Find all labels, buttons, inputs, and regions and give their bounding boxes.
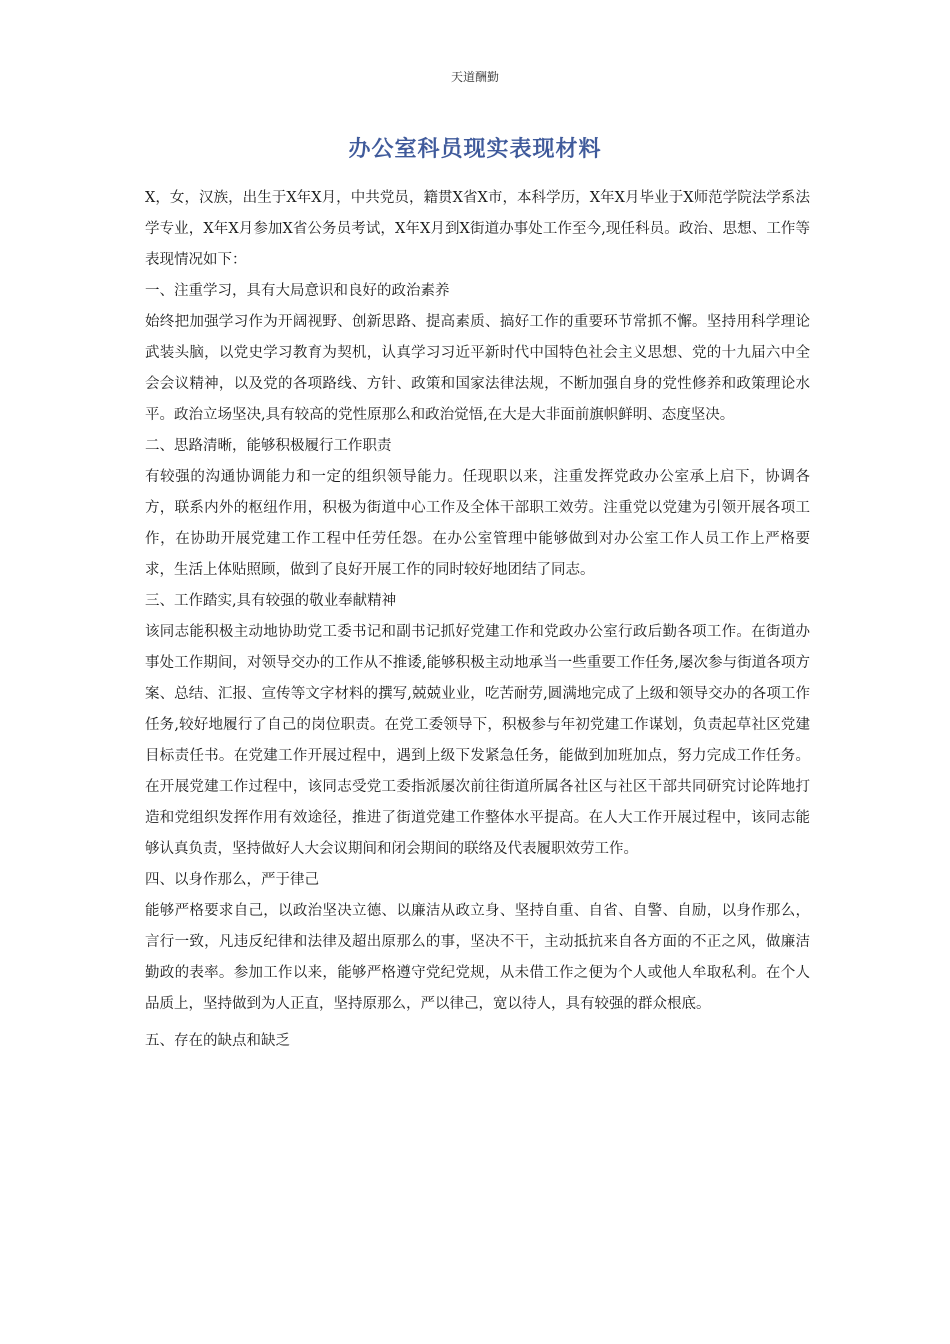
- section-paragraph: 始终把加强学习作为开阔视野、创新思路、提高素质、搞好工作的重要环节常抓不懈。坚持用科学理论武装头脑，以党史学习教育为契机，认真学习习近平新时代中国特色社会主义思想、党的十九届六中全会会议精神，以及党的各项路线、方针、政策和国家法律法规，不断加强自身的党性修养和政策理论水平。政治立场坚决,具有较高的党性原那么和政治觉悟,在大是大非面前旗帜鲜明、态度坚决。: [145, 314, 810, 423]
- section-paragraph: 能够严格要求自己，以政治坚决立德、以廉洁从政立身、坚持自重、自省、自警、自励，以身作那么，言行一致，凡违反纪律和法律及超出原那么的事，坚决不干，主动抵抗来自各方面的不正之风，做廉洁勤政的表率。参加工作以来，能够严格遵守党纪党规，从未借工作之便为个人或他人牟取私利。在个人品质上，坚持做到为人正直，坚持原那么，严以律己，宽以待人，具有较强的群众根底。: [145, 903, 810, 1012]
- document-title: 办公室科员现实表现材料: [348, 137, 602, 162]
- document-body: [145, 183, 810, 1057]
- intro-paragraph: X，女，汉族，出生于X年X月，中共党员，籍贯X省X市，本科学历，X年X月毕业于X师范学院法学系法学专业，X年X月参加X省公务员考试，X年X月到X街道办事处工作至今,现任科员。政治、思想、工作等表现情况如下：: [145, 190, 810, 268]
- section-heading: 二、思路清晰，能够积极履行工作职责: [145, 438, 392, 454]
- section-heading: 三、工作踏实,具有较强的敬业奉献精神: [145, 593, 397, 609]
- section-paragraph: 有较强的沟通协调能力和一定的组织领导能力。任现职以来，注重发挥党政办公室承上启下，协调各方，联系内外的枢纽作用，积极为街道中心工作及全体干部职工效劳。注重党以党建为引领开展各项工作，在协助开展党建工作工程中任劳任怨。在办公室管理中能够做到对办公室工作人员工作上严格要求，生活上体贴照顾，做到了良好开展工作的同时较好地团结了同志。: [145, 469, 810, 578]
- section-heading: 五、存在的缺点和缺乏: [145, 1033, 290, 1049]
- section-heading: 一、注重学习，具有大局意识和良好的政治素养: [145, 283, 450, 299]
- section-paragraph: 该同志能积极主动地协助党工委书记和副书记抓好党建工作和党政办公室行政后勤各项工作。在街道办事处工作期间，对领导交办的工作从不推诿,能够积极主动地承当一些重要工作任务,屡次参与街道各项方案、总结、汇报、宣传等文字材料的撰写,兢兢业业，吃苦耐劳,圆满地完成了上级和领导交办的各项工作任务,较好地履行了自己的岗位职责。在党工委领导下，积极参与年初党建工作谋划，负责起草社区党建目标责任书。在党建工作开展过程中，遇到上级下发紧急任务，能做到加班加点，努力完成工作任务。在开展党建工作过程中，该同志受党工委指派屡次前往街道所属各社区与社区干部共同研究讨论阵地打造和党组织发挥作用有效途径，推进了街道党建工作整体水平提高。在人大工作开展过程中，该同志能够认真负责，坚持做好人大会议期间和闭会期间的联络及代表履职效劳工作。: [145, 624, 810, 857]
- section-heading: 四、以身作那么，严于律己: [145, 872, 319, 888]
- page-header: 天道酬勤: [450, 70, 499, 84]
